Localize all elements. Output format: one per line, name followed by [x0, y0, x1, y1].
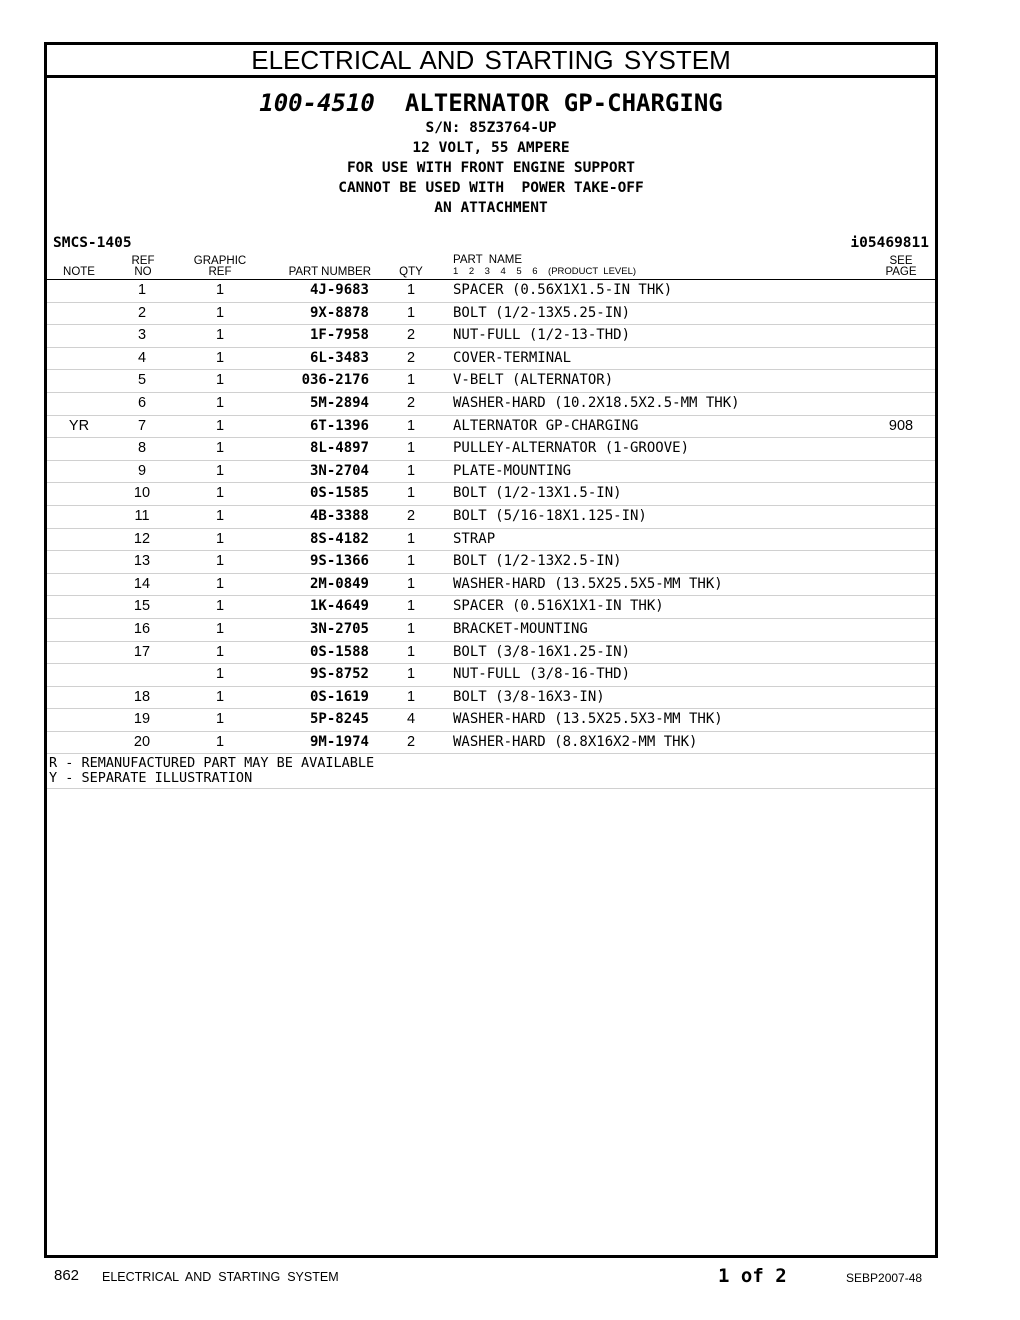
row-part-name: BOLT (1/2-13X2.5-IN): [453, 553, 622, 570]
row-quantity: 1: [406, 598, 416, 615]
table-row: [47, 596, 935, 619]
row-quantity: 2: [406, 733, 416, 750]
row-part-number: 8L-4897: [309, 440, 369, 457]
row-ref-number: 7: [137, 417, 147, 434]
footer-page-of: 1 of 2: [718, 1265, 787, 1287]
row-part-name: ALTERNATOR GP-CHARGING: [453, 417, 639, 434]
legend-remanufactured: R - REMANUFACTURED PART MAY BE AVAILABLE: [49, 755, 375, 772]
row-ref-number: 1: [137, 282, 147, 298]
row-part-name: WASHER-HARD (13.5X25.5X5-MM THK): [453, 575, 723, 592]
meta-line: [47, 235, 935, 253]
row-quantity: 1: [406, 485, 416, 502]
row-part-name: BOLT (1/2-13X5.25-IN): [453, 304, 631, 321]
smcs-code: SMCS-1405: [53, 235, 132, 251]
row-graphic-ref: 1: [215, 733, 225, 750]
table-row: [47, 732, 935, 755]
row-ref-number: 15: [133, 598, 151, 615]
row-graphic-ref: 1: [215, 598, 225, 615]
row-graphic-ref: 1: [215, 620, 225, 637]
row-ref-number: 20: [133, 733, 151, 750]
row-quantity: 2: [406, 327, 416, 344]
row-ref-number: 11: [134, 507, 150, 524]
legend: [47, 754, 935, 789]
row-graphic-ref: 1: [215, 372, 225, 389]
table-row: [47, 438, 935, 461]
row-ref-number: 4: [137, 349, 147, 366]
table-row: [47, 506, 935, 529]
row-part-number: 6T-1396: [309, 417, 369, 434]
row-quantity: 2: [406, 507, 416, 524]
row-ref-number: 17: [133, 643, 151, 660]
row-graphic-ref: 1: [215, 530, 225, 547]
row-part-name: BOLT (3/8-16X3-IN): [453, 688, 605, 705]
row-ref-number: 5: [137, 372, 147, 389]
row-quantity: 4: [406, 711, 416, 728]
table-header: [47, 255, 935, 280]
table-row: [47, 664, 935, 687]
row-quantity: 1: [406, 643, 416, 660]
row-graphic-ref: 1: [215, 485, 225, 502]
column-header-graphic-ref-line2: REF: [208, 266, 232, 278]
row-graphic-ref: 1: [215, 507, 225, 524]
column-header-see-line1: SEE: [889, 255, 913, 267]
table-row: [47, 687, 935, 710]
row-ref-number: 12: [133, 530, 151, 547]
column-header-part-number: PART NUMBER: [288, 266, 371, 278]
row-part-name: WASHER-HARD (13.5X25.5X3-MM THK): [453, 711, 723, 728]
table-row: [47, 348, 935, 371]
group-name: ALTERNATOR GP-CHARGING: [404, 89, 723, 117]
column-header-graphic-ref-line1: GRAPHIC: [193, 255, 247, 267]
row-graphic-ref: 1: [215, 711, 225, 728]
row-quantity: 1: [406, 440, 416, 457]
row-part-number: 1K-4649: [309, 598, 369, 615]
row-see-page: 908: [888, 417, 914, 434]
row-part-number: 8S-4182: [309, 530, 369, 547]
row-part-number: 9X-8878: [309, 304, 369, 321]
column-header-ref-line2: NO: [134, 266, 152, 278]
row-part-number: 9M-1974: [309, 733, 369, 750]
row-graphic-ref: 1: [215, 462, 225, 479]
row-quantity: 2: [406, 394, 416, 411]
page-footer: [0, 1262, 1020, 1292]
row-part-number: 3N-2704: [309, 462, 369, 479]
row-graphic-ref: 1: [215, 304, 225, 321]
row-part-number: 2M-0849: [309, 575, 369, 592]
row-part-name: SPACER (0.56X1X1.5-IN THK): [453, 282, 673, 298]
row-quantity: 1: [406, 666, 416, 683]
row-ref-number: 8: [137, 440, 147, 457]
row-part-number: 5P-8245: [309, 711, 369, 728]
row-part-name: BOLT (5/16-18X1.125-IN): [453, 507, 647, 524]
row-quantity: 1: [406, 575, 416, 592]
table-row: [47, 642, 935, 665]
footer-section-title: ELECTRICAL AND STARTING SYSTEM: [102, 1270, 339, 1284]
row-part-name: BRACKET-MOUNTING: [453, 620, 588, 637]
row-quantity: 1: [406, 282, 416, 298]
usage-line: FOR USE WITH FRONT ENGINE SUPPORT: [346, 160, 636, 176]
parts-table-body: [47, 280, 935, 754]
restriction-line: CANNOT BE USED WITH POWER TAKE-OFF: [338, 180, 644, 196]
rating-line: 12 VOLT, 55 AMPERE: [412, 140, 570, 156]
row-quantity: 1: [406, 304, 416, 321]
table-row: [47, 551, 935, 574]
column-header-part-name: PART NAME: [453, 254, 523, 266]
table-row: [47, 416, 935, 439]
table-row: [47, 483, 935, 506]
row-part-name: SPACER (0.516X1X1-IN THK): [453, 598, 664, 615]
section-title: ELECTRICAL AND STARTING SYSTEM: [47, 45, 935, 78]
row-quantity: 2: [406, 349, 416, 366]
table-row: [47, 529, 935, 552]
column-header-ref-line1: REF: [131, 255, 155, 267]
group-heading: [47, 88, 935, 218]
row-part-number: 0S-1619: [309, 688, 369, 705]
table-row: [47, 280, 935, 303]
row-graphic-ref: 1: [215, 575, 225, 592]
document-id: i05469811: [850, 235, 929, 251]
row-graphic-ref: 1: [215, 440, 225, 457]
row-ref-number: 18: [133, 688, 151, 705]
group-number: 100-4510: [259, 89, 375, 117]
row-ref-number: 3: [137, 327, 147, 344]
row-part-name: NUT-FULL (1/2-13-THD): [453, 327, 631, 344]
parts-page-frame: [44, 42, 938, 1258]
table-row: [47, 461, 935, 484]
row-ref-number: 19: [133, 711, 151, 728]
serial-number-line: S/N: 85Z3764-UP: [425, 120, 557, 136]
row-part-number: 4B-3388: [309, 507, 369, 524]
row-part-number: 3N-2705: [309, 620, 369, 637]
group-title-line: [47, 88, 935, 118]
row-part-name: NUT-FULL (3/8-16-THD): [453, 666, 631, 683]
row-graphic-ref: 1: [215, 327, 225, 344]
row-part-name: WASHER-HARD (8.8X16X2-MM THK): [453, 733, 698, 750]
row-part-name: V-BELT (ALTERNATOR): [453, 372, 614, 389]
row-note: YR: [68, 417, 90, 434]
row-graphic-ref: 1: [215, 282, 225, 298]
row-part-number: 9S-1366: [309, 553, 369, 570]
row-ref-number: 9: [137, 462, 147, 479]
row-part-name: PULLEY-ALTERNATOR (1-GROOVE): [453, 440, 690, 457]
footer-document-code: SEBP2007-48: [846, 1271, 923, 1285]
column-header-product-level: 1 2 3 4 5 6 (PRODUCT LEVEL): [453, 266, 637, 277]
row-graphic-ref: 1: [215, 666, 225, 683]
row-part-name: BOLT (3/8-16X1.25-IN): [453, 643, 631, 660]
row-quantity: 1: [406, 462, 416, 479]
attachment-line: AN ATTACHMENT: [434, 200, 548, 216]
row-part-number: 036-2176: [301, 372, 369, 389]
row-part-number: 0S-1588: [309, 643, 369, 660]
table-row: [47, 619, 935, 642]
table-row: [47, 574, 935, 597]
row-quantity: 1: [406, 417, 416, 434]
row-graphic-ref: 1: [215, 349, 225, 366]
column-header-see-line2: PAGE: [885, 266, 917, 278]
table-row: [47, 393, 935, 416]
row-quantity: 1: [406, 553, 416, 570]
row-quantity: 1: [406, 530, 416, 547]
row-ref-number: 13: [133, 553, 151, 570]
table-row: [47, 325, 935, 348]
legend-separate-illustration: Y - SEPARATE ILLUSTRATION: [49, 770, 253, 787]
table-row: [47, 709, 935, 732]
row-part-name: PLATE-MOUNTING: [453, 462, 572, 479]
column-header-qty: QTY: [399, 266, 423, 278]
row-ref-number: 10: [133, 485, 151, 502]
row-ref-number: 14: [133, 575, 151, 592]
row-quantity: 1: [406, 688, 416, 705]
row-quantity: 1: [406, 372, 416, 389]
row-part-number: 0S-1585: [309, 485, 369, 502]
row-graphic-ref: 1: [215, 643, 225, 660]
row-quantity: 1: [406, 620, 416, 637]
row-ref-number: 16: [133, 620, 151, 637]
row-graphic-ref: 1: [215, 417, 225, 434]
row-ref-number: 2: [137, 304, 147, 321]
row-part-name: BOLT (1/2-13X1.5-IN): [453, 485, 622, 502]
row-part-number: 6L-3483: [309, 349, 369, 366]
row-graphic-ref: 1: [215, 394, 225, 411]
row-part-number: 1F-7958: [309, 327, 369, 344]
footer-page-number: 862: [54, 1267, 80, 1284]
row-part-number: 9S-8752: [309, 666, 369, 683]
row-graphic-ref: 1: [215, 688, 225, 705]
row-part-name: STRAP: [453, 530, 496, 547]
row-ref-number: 6: [137, 394, 147, 411]
column-header-note: NOTE: [63, 266, 95, 278]
row-part-name: COVER-TERMINAL: [453, 349, 572, 366]
table-row: [47, 303, 935, 326]
row-part-name: WASHER-HARD (10.2X18.5X2.5-MM THK): [453, 394, 740, 411]
row-part-number: 5M-2894: [309, 394, 369, 411]
table-row: [47, 370, 935, 393]
row-graphic-ref: 1: [215, 553, 225, 570]
row-part-number: 4J-9683: [309, 282, 369, 298]
